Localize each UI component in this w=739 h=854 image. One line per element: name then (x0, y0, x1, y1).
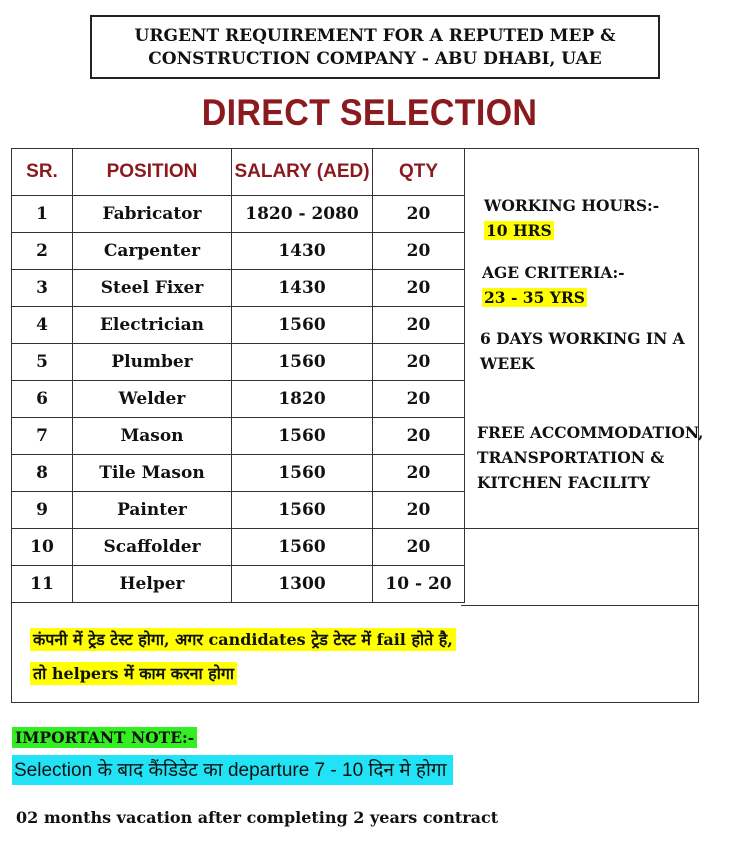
cell-salary: 1820 (232, 381, 373, 418)
table-header-row (12, 149, 465, 196)
facilities-line-2: TRANSPORTATION & (477, 448, 665, 467)
cell-sr: 4 (12, 307, 73, 344)
table-row (12, 270, 465, 307)
cell-qty: 20 (373, 492, 465, 529)
age-criteria-value: 23 - 35 YRS (484, 288, 585, 307)
cell-salary: 1300 (232, 566, 373, 603)
cell-salary: 1560 (232, 455, 373, 492)
table-row (12, 196, 465, 233)
cell-sr: 5 (12, 344, 73, 381)
cell-qty: 20 (373, 270, 465, 307)
cell-salary: 1820 - 2080 (232, 196, 373, 233)
header-line-2: CONSTRUCTION COMPANY - ABU DHABI, UAE (148, 49, 602, 69)
facilities-block (477, 420, 703, 495)
cell-qty: 20 (373, 381, 465, 418)
working-hours-block (484, 193, 659, 243)
cell-sr: 10 (12, 529, 73, 566)
working-days-line-1: 6 DAYS WORKING IN A (480, 329, 685, 348)
age-criteria-block (482, 260, 625, 310)
table-row (12, 492, 465, 529)
cell-salary: 1560 (232, 307, 373, 344)
cell-sr: 9 (12, 492, 73, 529)
cell-position: Scaffolder (73, 529, 232, 566)
working-hours-label: WORKING HOURS:- (484, 196, 660, 215)
cell-position: Fabricator (73, 196, 232, 233)
cell-position: Welder (73, 381, 232, 418)
table-row (12, 566, 465, 603)
cell-qty: 20 (373, 344, 465, 381)
cell-position: Helper (73, 566, 232, 603)
header-box (90, 15, 660, 79)
cell-qty: 20 (373, 196, 465, 233)
cell-sr: 3 (12, 270, 73, 307)
cell-sr: 1 (12, 196, 73, 233)
cell-qty: 20 (373, 455, 465, 492)
trade-test-note (30, 623, 456, 691)
cell-salary: 1560 (232, 344, 373, 381)
cell-sr: 8 (12, 455, 73, 492)
cell-sr: 7 (12, 418, 73, 455)
working-days-line-2: WEEK (480, 354, 535, 373)
table-row (12, 455, 465, 492)
cell-position: Mason (73, 418, 232, 455)
cell-salary: 1430 (232, 270, 373, 307)
working-hours-value: 10 HRS (486, 221, 552, 240)
cell-qty: 20 (373, 307, 465, 344)
cell-salary: 1560 (232, 492, 373, 529)
cell-position: Electrician (73, 307, 232, 344)
table-row (12, 233, 465, 270)
important-note-text: Selection के बाद कैंडिडेट का departure 7 - 10 दिन मे होगा (12, 755, 453, 785)
cell-sr: 6 (12, 381, 73, 418)
table-row (12, 307, 465, 344)
table-row (12, 344, 465, 381)
important-note-label: IMPORTANT NOTE:- (12, 727, 197, 748)
facilities-line-3: KITCHEN FACILITY (477, 473, 651, 492)
col-header-salary: SALARY (AED) (232, 149, 373, 196)
cell-position: Plumber (73, 344, 232, 381)
cell-salary: 1560 (232, 529, 373, 566)
table-row (12, 529, 465, 566)
trade-test-note-line-1: कंपनी में ट्रेड टेस्ट होगा, अगर candidates ट्रेड टेस्ट में fail होते है, (30, 628, 456, 651)
divider (461, 605, 699, 606)
table-row (12, 418, 465, 455)
working-days-block (480, 326, 685, 376)
page-title: DIRECT SELECTION (201, 92, 538, 133)
cell-sr: 2 (12, 233, 73, 270)
cell-qty: 20 (373, 233, 465, 270)
facilities-line-1: FREE ACCOMMODATION, (477, 423, 704, 442)
positions-table (11, 148, 465, 603)
col-header-sr: SR. (12, 149, 73, 196)
cell-sr: 11 (12, 566, 73, 603)
cell-salary: 1560 (232, 418, 373, 455)
trade-test-note-line-2: तो helpers में काम करना होगा (30, 662, 237, 685)
table-row (12, 381, 465, 418)
cell-position: Tile Mason (73, 455, 232, 492)
cell-position: Carpenter (73, 233, 232, 270)
cell-qty: 20 (373, 529, 465, 566)
cell-salary: 1430 (232, 233, 373, 270)
divider (461, 528, 699, 529)
cell-position: Steel Fixer (73, 270, 232, 307)
cell-qty: 10 - 20 (373, 566, 465, 603)
col-header-position: POSITION (73, 149, 232, 196)
col-header-qty: QTY (373, 149, 465, 196)
cell-position: Painter (73, 492, 232, 529)
vacation-note: 02 months vacation after completing 2 years contract (16, 808, 499, 827)
age-criteria-label: AGE CRITERIA:- (482, 263, 625, 282)
cell-qty: 20 (373, 418, 465, 455)
header-line-1: URGENT REQUIREMENT FOR A REPUTED MEP & (134, 26, 616, 46)
